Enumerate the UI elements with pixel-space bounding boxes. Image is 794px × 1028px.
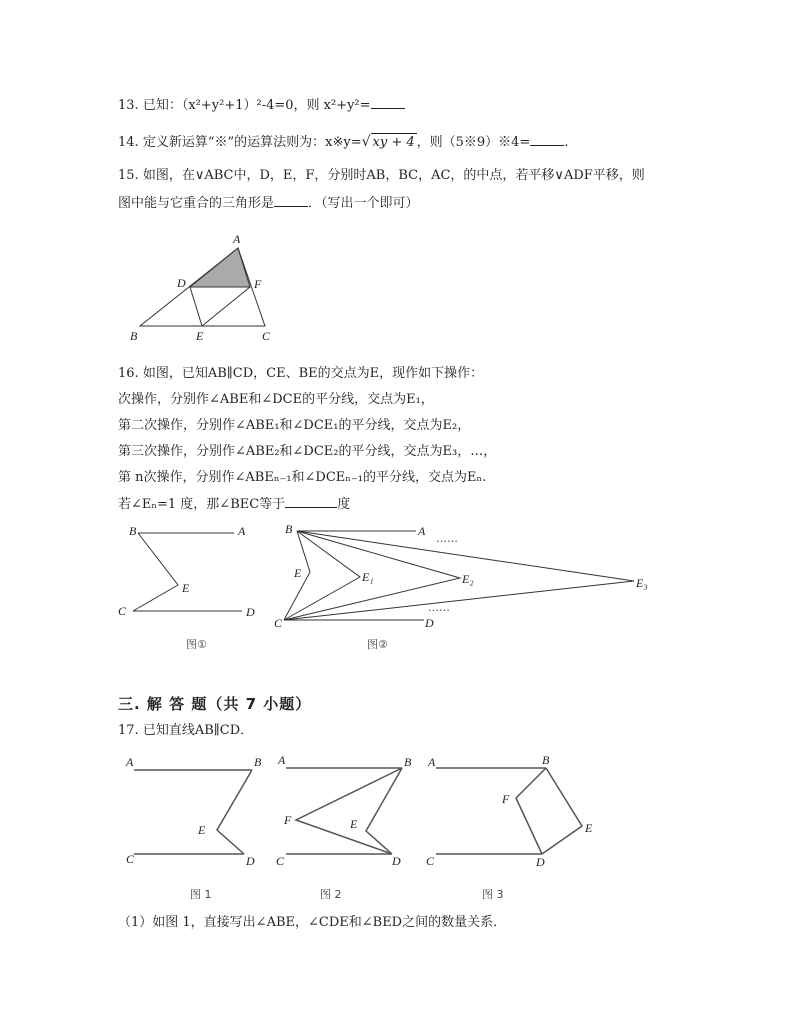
- q15-figure: [120, 228, 290, 348]
- label-d: D: [425, 616, 434, 630]
- ellipsis-top: ……: [436, 532, 458, 545]
- caption: 图 2: [320, 888, 342, 901]
- q16-line2: 次操作，分别作∠ABE和∠DCE的平分线，交点为E₁，: [118, 392, 434, 407]
- q15-number: 15.: [118, 168, 139, 183]
- polyline-bec: [133, 533, 178, 611]
- section-3-title: 三. 解 答 题（共 7 小题）: [118, 695, 312, 713]
- q16-line5: 第 n次操作，分别作∠ABEₙ₋₁和∠DCEₙ₋₁的平分线，交点为Eₙ.: [118, 470, 487, 485]
- q17-figure-3: [424, 748, 614, 903]
- question-14: [118, 133, 568, 152]
- label-b: B: [285, 522, 293, 536]
- label-c: C: [262, 329, 271, 343]
- answer-blank: [530, 133, 564, 146]
- label-c: C: [126, 852, 135, 866]
- caption: 图①: [186, 638, 207, 651]
- polyline-bed: [366, 768, 402, 854]
- label-e1: E₁: [362, 570, 374, 584]
- label-d: D: [536, 855, 545, 869]
- answer-blank: [274, 194, 308, 207]
- label-a: A: [233, 232, 241, 246]
- q17-sub1: （1）如图 1，直接写出∠ABE，∠CDE和∠BED之间的数量关系．: [118, 915, 507, 930]
- question-15-line1: [118, 167, 645, 185]
- q14-text-a: 定义新运算“※”的运算法则为：x※y=: [142, 135, 362, 150]
- label-f: F: [502, 792, 510, 806]
- q16-line4: 第三次操作，分别作∠ABE₂和∠DCE₂的平分线，交点为E₃，…，: [118, 444, 497, 459]
- polyline-bed: [542, 768, 582, 854]
- label-a: A: [428, 755, 436, 769]
- ellipsis-bottom: ……: [428, 601, 450, 614]
- label-c: C: [274, 616, 283, 630]
- question-15-line2: [118, 194, 419, 213]
- q16-figure-2: [272, 520, 662, 655]
- label-e: E: [182, 581, 190, 595]
- q17-figure-2: [274, 748, 424, 903]
- question-16-line6: [118, 495, 350, 514]
- label-b: B: [129, 524, 137, 538]
- label-e3: E₃: [636, 576, 648, 590]
- answer-blank: [371, 96, 405, 109]
- question-17: [118, 722, 253, 740]
- segment-de: [190, 287, 202, 326]
- caption: 图 3: [482, 888, 504, 901]
- label-a: A: [126, 755, 134, 769]
- label-e: E: [350, 817, 358, 831]
- q16-figure-1: [116, 520, 266, 655]
- sqrt-sign-icon: √: [361, 134, 371, 150]
- q16-line6-a: 若∠Eₙ=1 度，那∠BEC等于: [118, 497, 286, 512]
- polyline-bed: [217, 770, 252, 854]
- label-f: F: [254, 277, 262, 291]
- label-e: E: [585, 821, 593, 835]
- label-a: A: [238, 524, 246, 538]
- q16-line1: 如图，已知AB∥CD，CE、BE的交点为E，现作如下操作：: [142, 366, 484, 381]
- label-e: E: [294, 566, 302, 580]
- q14-number: 14.: [118, 135, 139, 150]
- label-e: E: [196, 329, 204, 343]
- caption: 图 1: [190, 888, 212, 901]
- q14-text-c: .: [564, 135, 569, 150]
- label-b: B: [542, 753, 550, 767]
- q14-text-b: ，则（5※9）※4=: [416, 135, 531, 150]
- label-a: A: [418, 524, 426, 538]
- label-f: F: [284, 813, 292, 827]
- label-d: D: [246, 854, 255, 868]
- q15-line1: 如图，在∨ABC中，D，E，F，分别时AB，BC，AC，的中点，若平移∨ADF平移，则: [142, 168, 645, 183]
- q17-text: 已知直线AB∥CD．: [142, 723, 254, 738]
- label-d: D: [246, 605, 255, 619]
- q16-line6-b: 度: [337, 497, 351, 512]
- q15-line2-b: ．（写出一个即可）: [308, 196, 419, 211]
- q15-line2-a: 图中能与它重合的三角形是: [118, 196, 275, 211]
- label-b: B: [130, 329, 138, 343]
- label-c: C: [426, 854, 435, 868]
- label-d: D: [392, 854, 401, 868]
- label-c: C: [276, 854, 285, 868]
- q17-figure-1: [122, 748, 272, 903]
- label-c: C: [118, 604, 127, 618]
- caption: 图②: [367, 638, 388, 651]
- question-13: [118, 96, 405, 115]
- question-16-line1: [118, 365, 483, 383]
- q17-number: 17.: [118, 723, 139, 738]
- q13-text: 已知：（x²+y²+1）²-4=0，则 x²+y²=: [142, 98, 371, 113]
- label-b: B: [254, 755, 262, 769]
- label-d: D: [177, 276, 186, 290]
- label-b: B: [404, 755, 412, 769]
- q16-line3: 第二次操作，分别作∠ABE₁和∠DCE₁的平分线，交点为E₂，: [118, 418, 471, 433]
- q13-number: 13.: [118, 98, 139, 113]
- polyline-be3c: [284, 531, 634, 620]
- q16-number: 16.: [118, 366, 139, 381]
- label-e: E: [198, 823, 206, 837]
- segment-ef: [202, 287, 250, 326]
- polyline-bfd: [516, 768, 546, 854]
- q14-sqrt: xy + 4: [372, 135, 415, 150]
- answer-blank: [285, 495, 337, 508]
- label-e2: E₂: [462, 572, 474, 586]
- polyline-bfd: [296, 768, 402, 854]
- label-a: A: [278, 753, 286, 767]
- shaded-triangle-adf: [190, 248, 250, 287]
